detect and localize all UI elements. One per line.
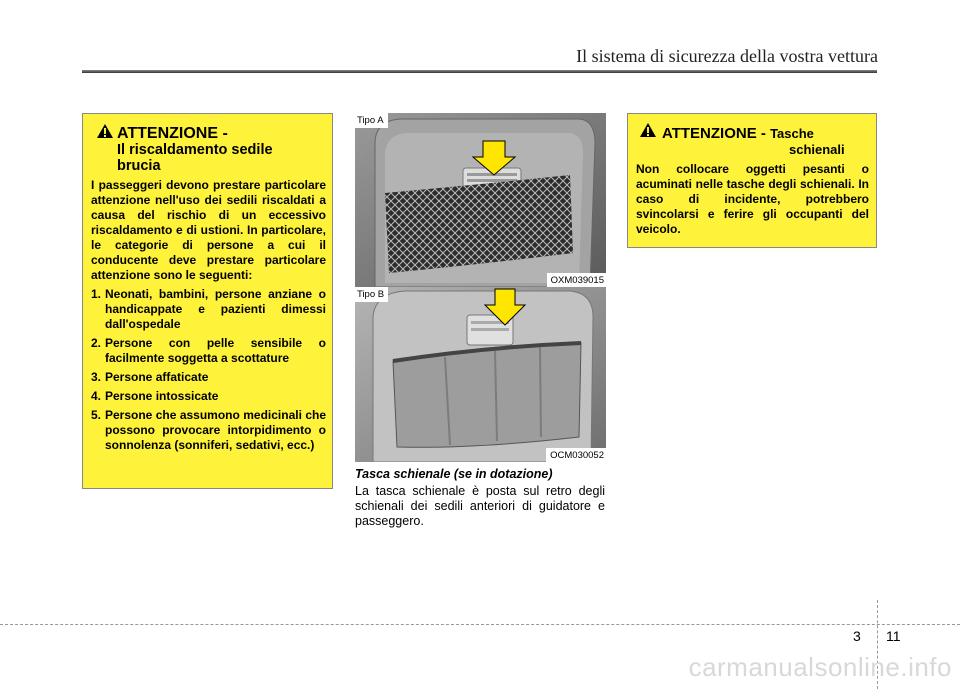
type-label: Tipo A — [355, 113, 388, 128]
header-rule — [82, 70, 877, 73]
image-code: OXM039015 — [547, 273, 606, 287]
warning-triangle-icon — [96, 123, 114, 139]
list-item: 5. Persone che assumono medicinali che possono provocare intorpidimento o sonnolenza (sonniferi, sedativi, ecc.) — [91, 408, 326, 452]
warning-heading-part3: schienali — [789, 141, 845, 157]
warning-heading: ATTENZIONE - — [662, 125, 766, 142]
warning-body — [91, 178, 326, 457]
seatback-pocket-photo — [355, 287, 606, 462]
warning-triangle-icon — [639, 122, 657, 138]
warning-subheading: Il riscaldamento sedile brucia — [117, 141, 273, 174]
seatback-pocket-illustration — [355, 287, 606, 462]
list-item: 1. Neonati, bambini, persone anziane o handicappate e pazienti dimessi dall'ospedale — [91, 287, 326, 331]
warning-box-heated-seat — [82, 113, 333, 489]
list-item: 4. Persone intossicate — [91, 389, 219, 403]
page-header-title: Il sistema di sicurezza della vostra vettura — [576, 46, 878, 66]
list-item: 2. Persone con pelle sensibile o facilmente soggetta a scottature — [91, 336, 326, 365]
warning-box-seatback-pockets — [627, 113, 877, 248]
warning-heading-part2: Tasche — [770, 126, 814, 141]
warning-list — [91, 287, 326, 453]
warning-title — [117, 125, 317, 174]
warning-heading: ATTENZIONE - — [117, 125, 228, 142]
warning-body: Non collocare oggetti pesanti o acuminati nelle tasche degli schienali. In caso di incidente, potrebbero svincolarsi e ferire gli occupanti del veicolo. — [636, 162, 869, 236]
list-item: 3. Persone affaticate — [91, 370, 209, 384]
watermark: carmanualsonline.info — [688, 652, 952, 682]
section-body: La tasca schienale è posta sul retro degli schienali dei sedili anteriori di guidatore e passeggero. — [355, 484, 605, 528]
chapter-number: 3 — [853, 628, 861, 644]
page-number: 11 — [886, 628, 901, 644]
image-code: OCM030052 — [546, 448, 606, 462]
warning-title — [662, 126, 872, 157]
seatback-net-illustration — [355, 113, 606, 287]
warning-intro: I passeggeri devono prestare particolare attenzione nell'uso dei sedili riscaldati a causa del rischio di un eccessivo riscaldamento e di ustioni. In particolare, le categorie di persone a cui il conducente deve prestare particolare attenzione sono le seguenti: — [91, 178, 326, 282]
section-title: Tasca schienale (se in dotazione) — [355, 467, 553, 481]
type-label: Tipo B — [355, 287, 388, 302]
footer-rule — [0, 624, 960, 625]
seatback-net-photo — [355, 113, 606, 287]
